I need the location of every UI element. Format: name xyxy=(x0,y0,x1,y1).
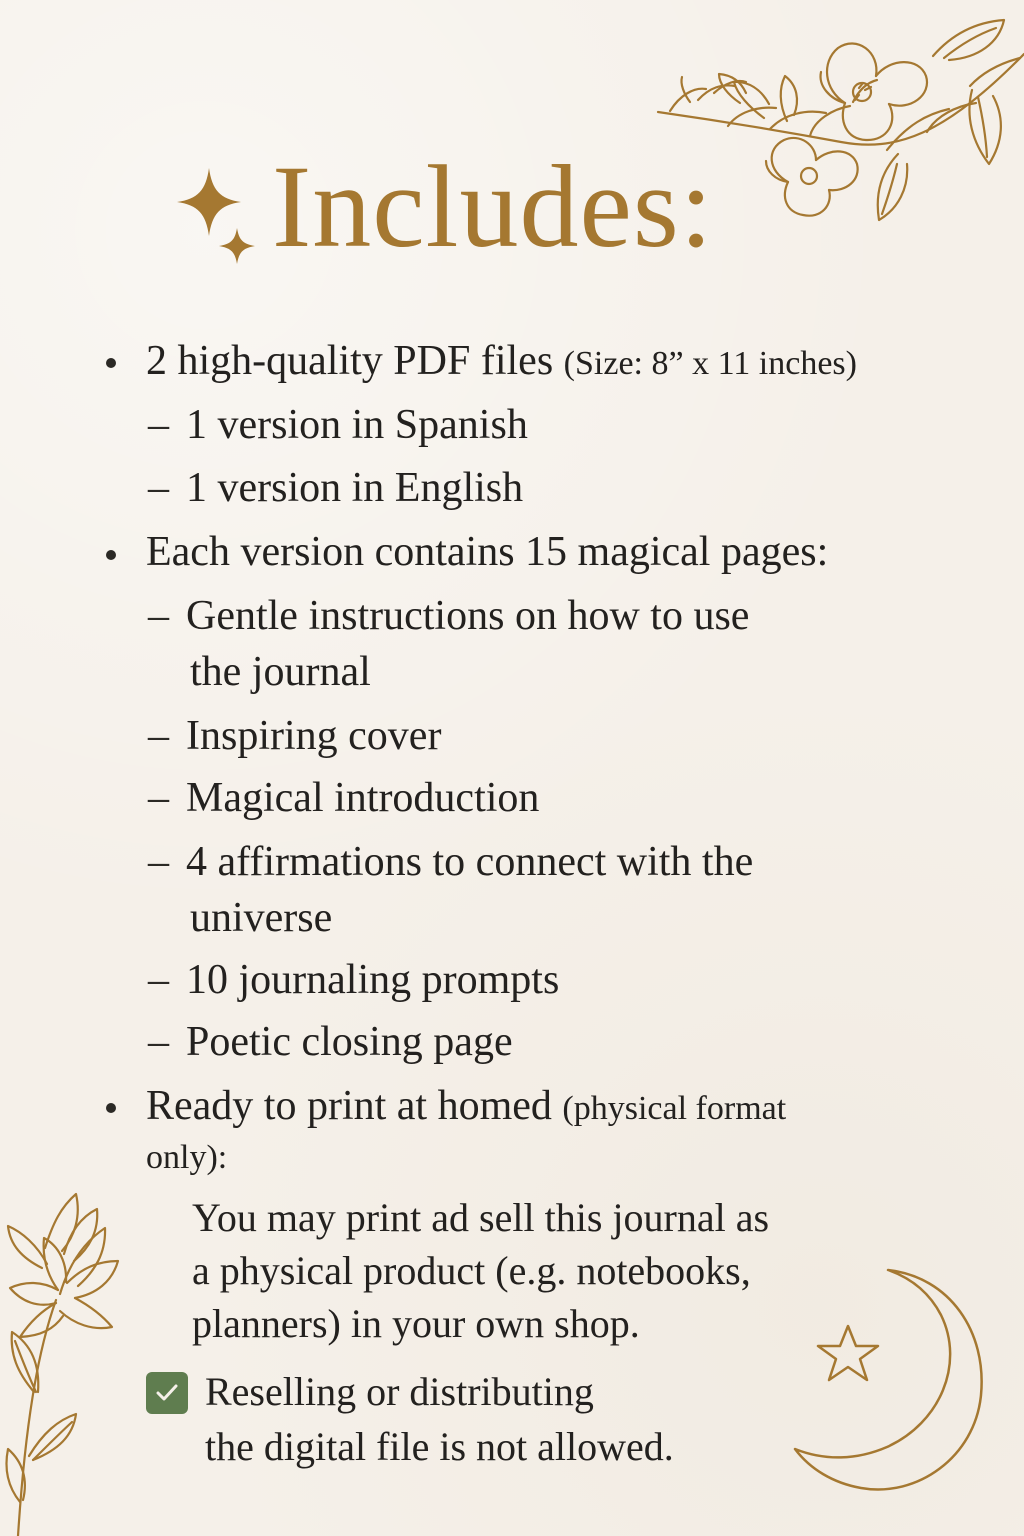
sub-list-item xyxy=(148,715,441,757)
sub-item-text: Poetic closing page xyxy=(186,1019,513,1065)
item-size-text: (Size: 8” x 11 inches) xyxy=(563,345,857,382)
dash-icon: – xyxy=(148,1019,169,1065)
sub-list-item xyxy=(148,595,749,637)
dash-icon: – xyxy=(148,957,169,1003)
dash-icon: – xyxy=(148,839,169,885)
sub-item-continuation-text: universe xyxy=(190,895,333,941)
resell-note-line: the digital file is not allowed. xyxy=(205,1424,674,1469)
print-note-line: a physical product (e.g. notebooks, xyxy=(192,1248,751,1293)
dash-icon: – xyxy=(148,713,169,759)
dash-icon: – xyxy=(148,465,169,511)
print-note xyxy=(192,1195,770,1240)
item-main-text: Ready to print at homed xyxy=(146,1083,552,1129)
print-note-line: You may print ad sell this journal as xyxy=(192,1195,770,1240)
list-item xyxy=(146,340,857,382)
sub-list-continuation xyxy=(190,897,332,939)
print-note xyxy=(192,1248,751,1293)
sub-list-item xyxy=(148,841,753,883)
resell-note xyxy=(205,1369,594,1414)
sub-item-text: Inspiring cover xyxy=(186,713,442,759)
list-bullet xyxy=(106,1103,116,1113)
sub-list-continuation xyxy=(190,651,371,693)
sub-item-continuation-text: the journal xyxy=(190,649,371,695)
dash-icon: – xyxy=(148,593,169,639)
dash-icon: – xyxy=(148,402,169,448)
sub-item-text: 10 journaling prompts xyxy=(186,957,560,1003)
item-extra-continuation xyxy=(146,1141,227,1175)
resell-note-line: Reselling or distributing xyxy=(205,1369,594,1414)
list-item xyxy=(146,531,828,573)
sub-item-text: 1 version in Spanish xyxy=(186,402,528,448)
sub-item-text: 4 affirmations to connect with the xyxy=(186,839,754,885)
sub-list-item xyxy=(148,404,528,446)
sub-item-text: Magical introduction xyxy=(186,775,540,821)
list-bullet xyxy=(106,550,116,560)
print-note-line: planners) in your own shop. xyxy=(192,1301,640,1346)
item-extra-continuation-text: only): xyxy=(146,1139,228,1176)
check-icon xyxy=(146,1372,188,1414)
item-extra-text: (physical format xyxy=(562,1090,787,1127)
item-main-text: 2 high-quality PDF files xyxy=(146,338,554,384)
sub-item-text: 1 version in English xyxy=(186,465,524,511)
sub-list-item xyxy=(148,1021,513,1063)
dash-icon: – xyxy=(148,775,169,821)
sub-list-item xyxy=(148,777,539,819)
resell-note xyxy=(205,1424,674,1469)
sub-item-text: Gentle instructions on how to use xyxy=(186,593,750,639)
sub-list-item xyxy=(148,467,523,509)
page-title: Includes: xyxy=(272,141,714,272)
sub-list-item xyxy=(148,959,559,1001)
list-item xyxy=(146,1085,786,1127)
list-bullet xyxy=(106,358,116,368)
print-note xyxy=(192,1301,640,1346)
item-main-text: Each version contains 15 magical pages: xyxy=(146,529,829,575)
